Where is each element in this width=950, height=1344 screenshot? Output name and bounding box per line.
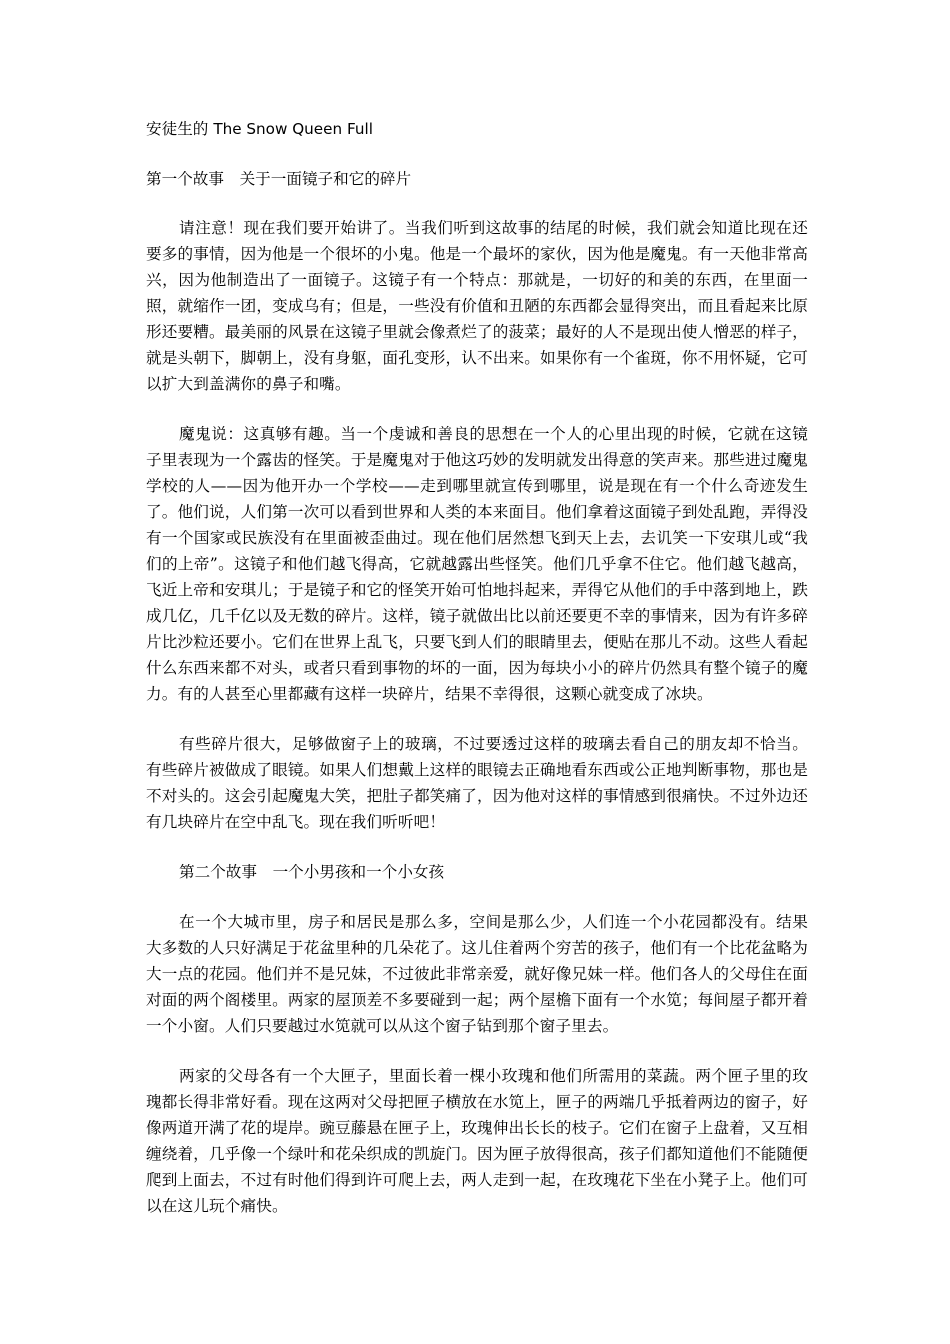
- title-chinese: 安徒生的: [146, 120, 214, 138]
- paragraph: 两家的父母各有一个大匣子，里面长着一棵小玫瑰和他们所需用的菜蔬。两个匣子里的玫瑰都长得非常好看。现在这两对父母把匣子横放在水笕上，匣子的两端几乎抵着两边的窗子，好像两道开满了花的堤岸。豌豆藤悬在匣子上，玫瑰伸出长长的枝子。它们在窗子上盘着，又互相缠绕着，几乎像一个绿叶和花朵织成的凯旋门。因为匣子放得很高，孩子们都知道他们不能随便爬到上面去，不过有时他们得到许可爬上去，两人走到一起，在玫瑰花下坐在小凳子上。他们可以在这儿玩个痛快。: [146, 1067, 808, 1215]
- document-title: [146, 116, 808, 142]
- document-page: [146, 116, 808, 1219]
- paragraph: 请注意！现在我们要开始讲了。当我们听到这故事的结尾的时候，我们就会知道比现在还要多的事情，因为他是一个很坏的小鬼。他是一个最坏的家伙，因为他是魔鬼。有一天他非常高兴，因为他制造出了一面镜子。这镜子有一个特点：那就是，一切好的和美的东西，在里面一照，就缩作一团，变成乌有；但是，一些没有价值和丑陋的东西都会显得突出，而且看起来比原形还要糟。最美丽的风景在这镜子里就会像煮烂了的菠菜；最好的人不是现出使人憎恶的样子，就是头朝下，脚朝上，没有身躯，面孔变形，认不出来。如果你有一个雀斑，你不用怀疑，它可以扩大到盖满你的鼻子和嘴。: [146, 219, 808, 393]
- story2-heading: 第二个故事 一个小男孩和一个小女孩: [179, 863, 445, 881]
- paragraph: 魔鬼说：这真够有趣。当一个虔诚和善良的思想在一个人的心里出现的时候，它就在这镜子里表现为一个露齿的怪笑。于是魔鬼对于他这巧妙的发明就发出得意的笑声来。那些进过魔鬼学校的人——因为他开办一个学校——走到哪里就宣传到哪里，说是现在有一个什么奇迹发生了。他们说，人们第一次可以看到世界和人类的本来面目。他们拿着这面镜子到处乱跑，弄得没有一个国家或民族没有在里面被歪曲过。现在他们居然想飞到天上去，去讥笑一下安琪儿或“我们的上帝”。这镜子和他们越飞得高，它就越露出些怪笑。他们几乎拿不住它。他们越飞越高，飞近上帝和安琪儿；于是镜子和它的怪笑开始可怕地抖起来，弄得它从他们的手中落到地上，跌成几亿，几千亿以及无数的碎片。这样，镜子就做出比以前还要更不幸的事情来，因为有许多碎片比沙粒还要小。它们在世界上乱飞，只要飞到人们的眼睛里去，便贴在那儿不动。这些人看起什么东西来都不对头，或者只看到事物的坏的一面，因为每块小小的碎片仍然具有整个镜子的魔力。有的人甚至心里都藏有这样一块碎片，结果不幸得很，这颗心就变成了冰块。: [146, 425, 808, 703]
- story1-heading: 第一个故事 关于一面镜子和它的碎片: [146, 170, 412, 188]
- title-english: The Snow Queen Full: [213, 120, 373, 138]
- paragraph: 在一个大城市里，房子和居民是那么多，空间是那么少，人们连一个小花园都没有。结果大多数的人只好满足于花盆里种的几朵花了。这儿住着两个穷苦的孩子，他们有一个比花盆略为大一点的花园。他们并不是兄妹，不过彼此非常亲爱，就好像兄妹一样。他们各人的父母住在面对面的两个阁楼里。两家的屋顶差不多要碰到一起；两个屋檐下面有一个水笕；每间屋子都开着一个小窗。人们只要越过水笕就可以从这个窗子钻到那个窗子里去。: [146, 913, 808, 1035]
- paragraph: 有些碎片很大，足够做窗子上的玻璃，不过要透过这样的玻璃去看自己的朋友却不恰当。有些碎片被做成了眼镜。如果人们想戴上这样的眼镜去正确地看东西或公正地判断事物，那也是不对头的。这会引起魔鬼大笑，把肚子都笑痛了，因为他对这样的事情感到很痛快。不过外边还有几块碎片在空中乱飞。现在我们听听吧！: [146, 735, 808, 831]
